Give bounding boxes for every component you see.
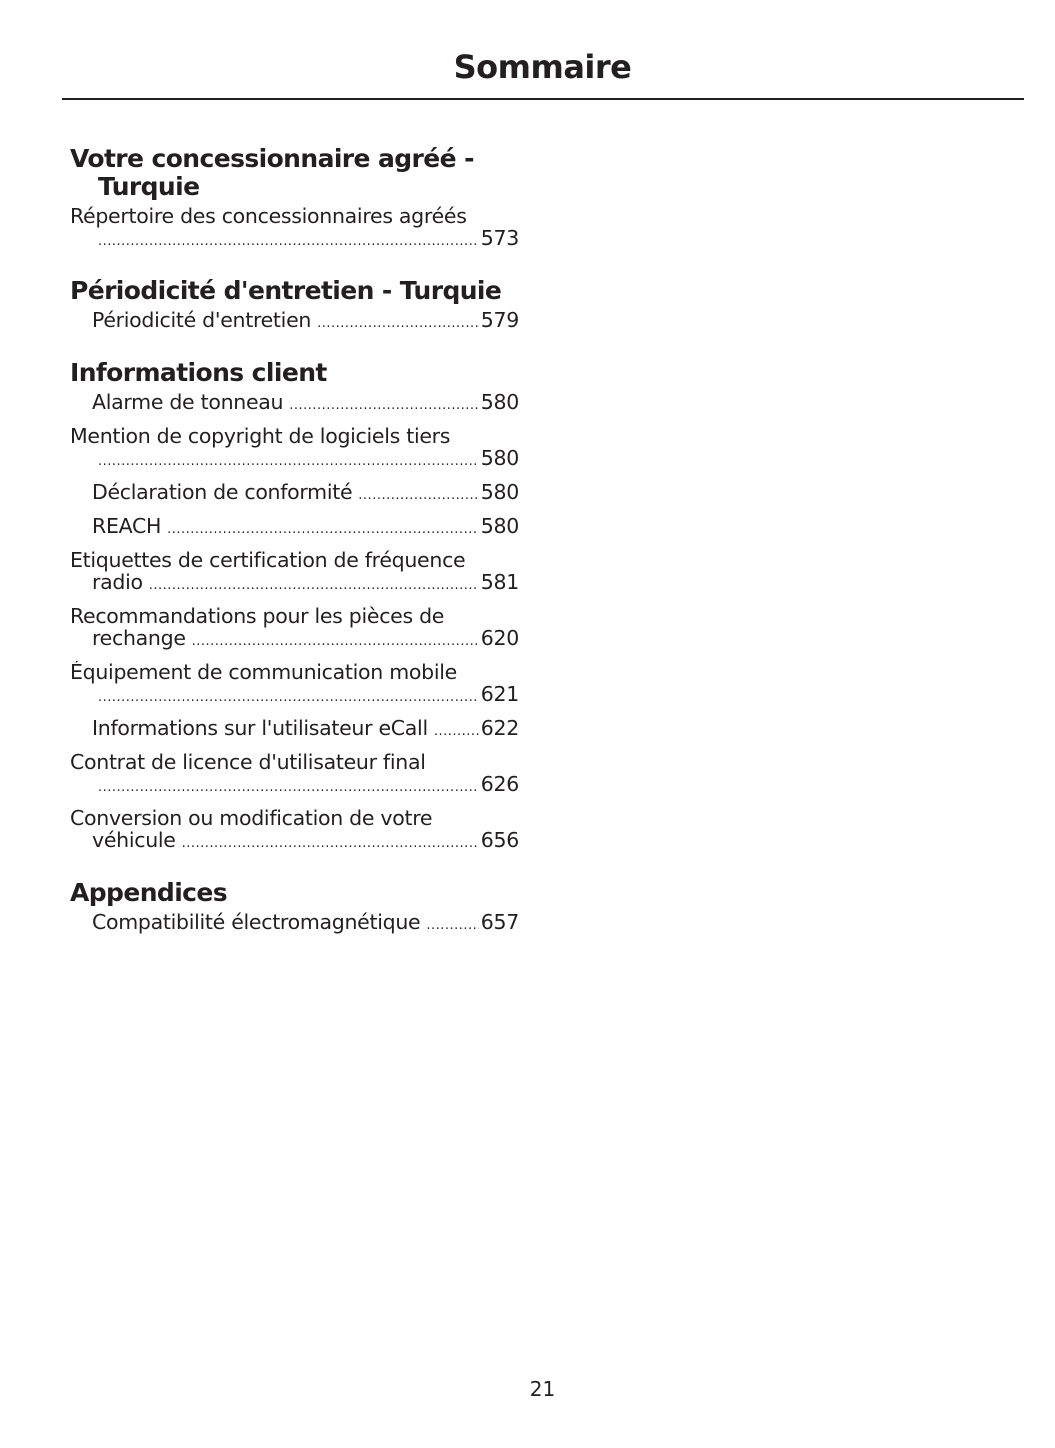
toc-entry[interactable] <box>70 391 519 417</box>
dot-leader <box>98 773 479 799</box>
title-divider <box>62 98 1024 100</box>
toc-entry[interactable] <box>70 751 519 799</box>
entry-label: Etiquettes de certification de fréquence <box>70 549 466 572</box>
entry-page-number: 621 <box>480 682 519 706</box>
entry-label: Informations sur l'utilisateur eCall <box>92 717 428 740</box>
entry-page-number: 580 <box>480 446 519 470</box>
entry-label: Compatibilité électromagnétique <box>92 911 421 934</box>
toc-entry[interactable] <box>70 309 519 335</box>
entry-label: Contrat de licence d'utilisateur final <box>70 751 426 774</box>
toc-entry[interactable] <box>70 205 519 253</box>
toc-entry[interactable] <box>70 807 519 855</box>
dot-leader <box>98 683 479 709</box>
entry-page-number: 580 <box>480 481 519 504</box>
entry-label-continuation: rechange <box>92 626 186 650</box>
page-title: Sommaire <box>453 48 632 86</box>
entry-label: Recommandations pour les pièces de <box>70 605 445 628</box>
entry-page-number: 581 <box>480 570 519 594</box>
toc-entry[interactable] <box>70 481 519 507</box>
dot-leader <box>149 571 479 597</box>
toc-section-appendices <box>70 879 519 937</box>
dot-leader <box>167 515 479 541</box>
entry-label: Déclaration de conformité <box>92 481 353 504</box>
toc-entry[interactable] <box>70 911 519 937</box>
dot-leader <box>192 627 479 653</box>
entry-page-number: 579 <box>480 309 519 332</box>
dot-leader <box>182 829 479 855</box>
entry-page-number: 620 <box>480 626 519 650</box>
dot-leader <box>358 481 478 507</box>
entry-label: Conversion ou modification de votre <box>70 807 433 830</box>
entry-page-number: 626 <box>480 772 519 796</box>
section-heading: Appendices <box>70 878 228 907</box>
toc-entry[interactable] <box>70 515 519 541</box>
entry-page-number: 622 <box>480 717 519 740</box>
entry-label: REACH <box>92 515 162 538</box>
dot-leader <box>98 447 479 473</box>
section-heading: Périodicité d'entretien - Turquie <box>70 276 502 305</box>
dot-leader <box>289 391 479 417</box>
entry-page-number: 573 <box>480 226 519 250</box>
entry-label: Alarme de tonneau <box>92 391 284 414</box>
entry-page-number: 656 <box>480 828 519 852</box>
toc-entry[interactable] <box>70 425 519 473</box>
entry-page-number: 580 <box>480 515 519 538</box>
entry-label-continuation: véhicule <box>92 828 176 852</box>
entry-label: Équipement de communication mobile <box>70 661 457 684</box>
footer-page-number: 21 <box>529 1377 556 1401</box>
section-heading: Informations client <box>70 358 327 387</box>
entry-page-number: 580 <box>480 391 519 414</box>
entry-label: Mention de copyright de logiciels tiers <box>70 425 451 448</box>
toc-section-dealer-turkey <box>70 145 519 253</box>
dot-leader <box>426 911 478 937</box>
entry-label: Périodicité d'entretien <box>92 309 312 332</box>
toc-entry[interactable] <box>70 661 519 709</box>
toc-section-customer-information <box>70 359 519 855</box>
entry-page-number: 657 <box>480 911 519 934</box>
dot-leader <box>98 227 479 253</box>
dot-leader <box>317 309 479 335</box>
section-heading: Votre concessionnaire agréé - Turquie <box>70 144 474 201</box>
table-of-contents <box>70 145 519 961</box>
dot-leader <box>434 717 479 743</box>
toc-entry[interactable] <box>70 717 519 743</box>
entry-label: Répertoire des concessionnaires agréés <box>70 205 467 228</box>
toc-entry[interactable] <box>70 549 519 597</box>
toc-entry[interactable] <box>70 605 519 653</box>
toc-section-maintenance-turkey <box>70 277 519 335</box>
entry-label-continuation: radio <box>92 570 143 594</box>
